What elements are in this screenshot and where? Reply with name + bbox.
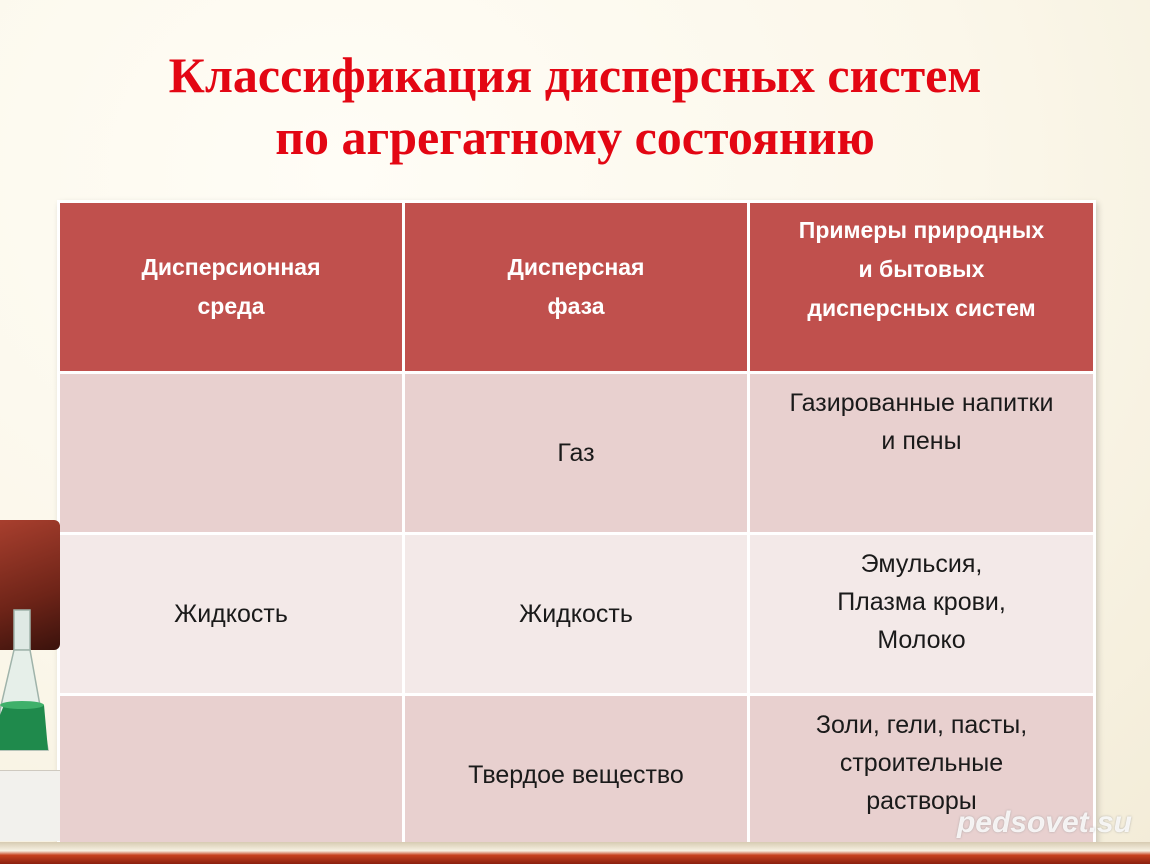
header-medium: Дисперсионная среда: [59, 202, 404, 373]
classification-table: [57, 200, 1096, 857]
medium-cell: Жидкость: [59, 534, 404, 695]
medium-cell-empty: [59, 695, 404, 856]
bottom-decorative-strip: [0, 842, 1150, 864]
table-row: [59, 534, 1095, 695]
title-line-1: Классификация дисперсных систем: [168, 47, 982, 103]
phase-cell: Жидкость: [404, 534, 749, 695]
title-line-2: по агрегатному состоянию: [275, 109, 875, 165]
flask-illustration: [0, 600, 56, 770]
medium-cell-empty: [59, 373, 404, 534]
examples-cell: Золи, гели, пасты, строительные растворы: [749, 695, 1095, 856]
watermark: pedsovet.su: [956, 806, 1132, 839]
header-phase: Дисперсная фаза: [404, 202, 749, 373]
table-header-row: [59, 202, 1095, 373]
header-examples: Примеры природных и бытовых дисперсных систем: [749, 202, 1095, 373]
phase-cell: Твердое вещество: [404, 695, 749, 856]
examples-cell: Газированные напитки и пены: [749, 373, 1095, 534]
slide-title: [0, 44, 1150, 168]
phase-cell: Газ: [404, 373, 749, 534]
table-row: [59, 695, 1095, 856]
table-row: [59, 373, 1095, 534]
paper-illustration: [0, 770, 60, 841]
examples-cell: Эмульсия, Плазма крови, Молоко: [749, 534, 1095, 695]
